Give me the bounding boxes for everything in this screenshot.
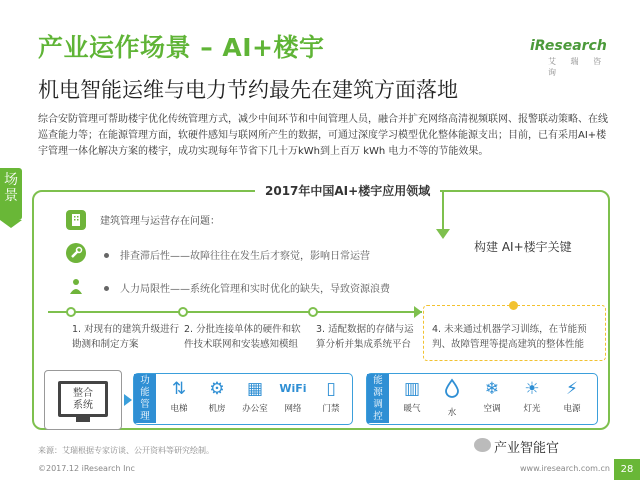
step-1: 1. 对现有的建筑升级进行勘测和制定方案 — [72, 324, 180, 350]
people-icon — [66, 276, 86, 296]
energy-control-panel — [366, 373, 598, 425]
section-tab — [0, 168, 22, 220]
power-plug-icon: ⚡ — [566, 379, 578, 399]
arrow-down — [436, 229, 450, 239]
connector-line — [442, 190, 444, 230]
section-tab-label: 场景 — [4, 172, 18, 204]
heating-item — [397, 378, 427, 414]
website: www.iresearch.com.cn — [520, 464, 610, 473]
function-item-label: 门禁 — [322, 404, 340, 414]
integrated-system-label: 整合系统 — [73, 388, 93, 411]
wechat-icon — [474, 438, 491, 452]
water-drop-icon — [437, 378, 467, 404]
server-room-icon: ⚙ — [209, 379, 225, 399]
timeline-arrow — [414, 306, 422, 318]
network-item — [278, 378, 308, 414]
page-title: 产业运作场景 – AI+楼宇 — [38, 33, 325, 62]
water-item — [437, 378, 467, 418]
door-access-icon: ▯ — [326, 379, 336, 399]
function-item-label: 电梯 — [170, 404, 188, 414]
timeline-node — [178, 307, 188, 317]
copyright: ©2017.12 iResearch Inc — [38, 464, 135, 473]
elevator-icon-item — [164, 378, 194, 414]
step-2: 2. 分批连接单体的硬件和软件技术联网和安装感知模组 — [184, 324, 301, 350]
air-conditioner-icon: ❄ — [484, 379, 500, 399]
energy-item-label: 水 — [447, 408, 457, 418]
diagram-title: 2017年中国AI+楼宇应用领域 — [255, 182, 440, 199]
connector-arrow — [124, 394, 132, 406]
energy-item-label: 电源 — [563, 404, 581, 414]
air-conditioner-item — [477, 378, 507, 414]
heater-icon: ▥ — [403, 379, 421, 399]
door-access-item — [316, 378, 346, 414]
source-note: 来源：艾瑞根据专家访谈、公开资料等研究绘制。 — [38, 446, 214, 455]
page-number: 28 — [614, 459, 640, 480]
brand-logo — [530, 38, 610, 78]
function-item-label: 网络 — [284, 404, 302, 414]
energy-item-label: 灯光 — [523, 404, 541, 414]
issue-item: 人力局限性——系统化管理和实时优化的缺失，导致资源浪费 — [120, 284, 390, 295]
brand-name-cn: 艾 瑞 咨 询 — [548, 57, 608, 77]
office-item — [240, 378, 270, 414]
office-icon: ▦ — [246, 379, 264, 399]
page-subtitle: 机电智能运维与电力节约最先在建筑方面落地 — [38, 78, 458, 102]
issue-item: 排查滞后性——故障往往在发生后才察觉，影响日常运营 — [120, 251, 370, 262]
energy-panel-head — [367, 374, 389, 423]
function-panel-head — [134, 374, 156, 423]
energy-panel-title: 能源调控 — [373, 375, 383, 422]
highlight-dot — [509, 301, 518, 310]
brand-name: iResearch — [530, 38, 607, 54]
wrench-icon — [66, 243, 86, 263]
bullet-dot — [104, 286, 109, 291]
step-4: 4. 未来通过机器学习训练，在节能预判、故障管理等提高建筑的整体性能 — [432, 324, 587, 350]
function-management-panel — [133, 373, 353, 425]
energy-item-label: 暖气 — [403, 404, 421, 414]
function-item-label: 机房 — [208, 404, 226, 414]
energy-item-label: 空调 — [483, 404, 501, 414]
timeline-node — [308, 307, 318, 317]
light-bulb-icon: ☀ — [524, 379, 540, 399]
power-item — [557, 378, 587, 414]
wechat-account: 产业智能官 — [494, 441, 560, 456]
section-tab-arrow — [0, 220, 22, 228]
lighting-item — [517, 378, 547, 414]
timeline-line — [48, 311, 422, 313]
wifi-icon: WiFi — [279, 382, 307, 395]
timeline-node — [66, 307, 76, 317]
monitor-stand — [76, 416, 90, 422]
step-3: 3. 适配数据的存储与运算分析并集成系统平台 — [316, 324, 414, 350]
key-label: 构建 AI+楼宇关键 — [474, 240, 572, 254]
server-room-item — [202, 378, 232, 414]
building-icon — [66, 210, 86, 230]
intro-paragraph: 综合安防管理可帮助楼宇优化传统管理方式，减少中间环节和中间管理人员，融合并扩充网络高清视频联网、报警联动策略、在线巡查能力等；在能源管理方面，软硬件感知与联网所产生的数据，可通过深度学习模型优化整体能源支出；目前，已有采用AI+楼宇管理一体化解决方案的楼宇，成功实现每年节省下几十万kWh到上百万 kWh 电力不等的节能效果。 — [38, 114, 608, 157]
function-item-label: 办公室 — [242, 404, 268, 414]
bullet-dot — [104, 253, 109, 258]
elevator-icon: ⇅ — [171, 379, 187, 399]
issues-intro: 建筑管理与运营存在问题： — [100, 216, 220, 227]
function-panel-title: 功能管理 — [140, 375, 150, 422]
